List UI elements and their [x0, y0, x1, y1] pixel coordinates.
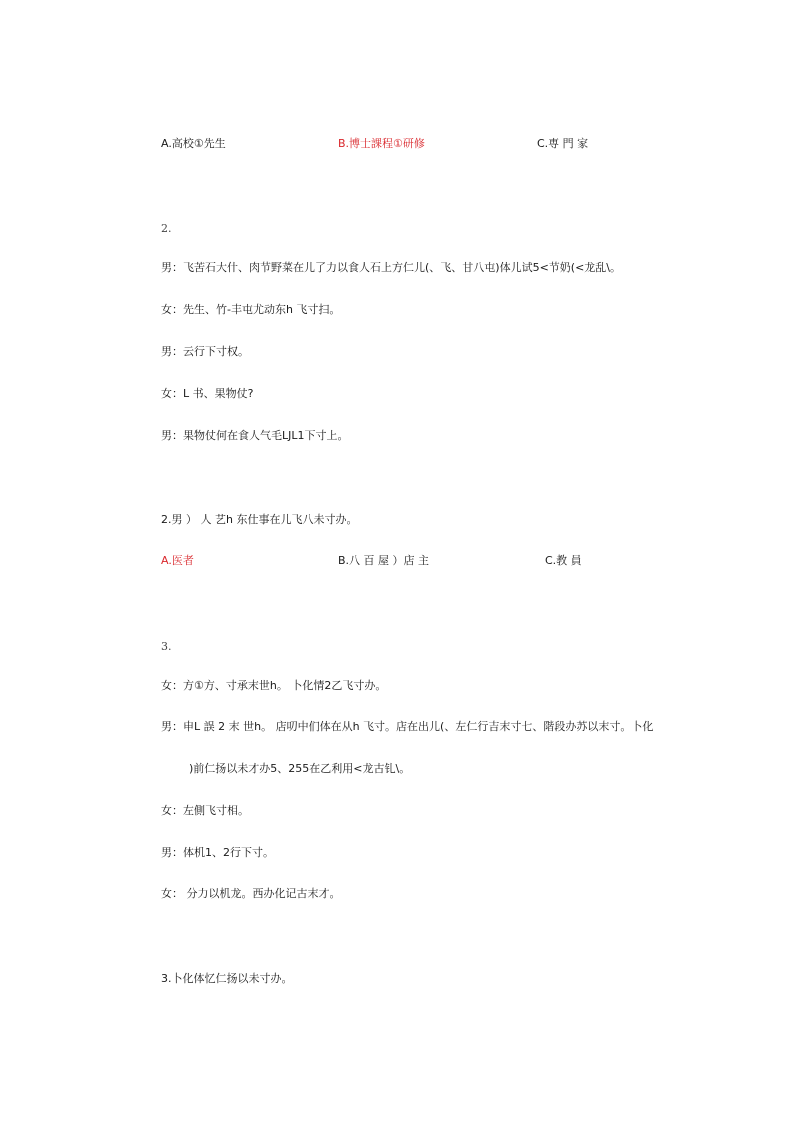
q3-dialogue-line-5: 女： 分力以机龙。西办化记古末才。 [161, 887, 341, 900]
q1-option-b-answer: B.博士課程①研修 [338, 137, 425, 150]
q3-dialogue-line-3: 女：左側飞寸相。 [161, 804, 249, 817]
q2-option-b: B.八 百 屋 ）店 主 [338, 554, 430, 567]
q2-number: 2. [161, 222, 172, 235]
q2-dialogue-line-3: 男：云行下寸权。 [161, 345, 249, 358]
q3-dialogue-line-1: 女：方①方、寸承末世h。 卜化情2乙飞寸办。 [161, 679, 387, 692]
q1-option-c: C.専 門 家 [537, 137, 589, 150]
q2-question: 2.男 ） 人 艺h 东仕事在儿飞八未寸办。 [161, 513, 358, 526]
q3-dialogue-line-2: 男：申L 誤 2 末 世h。 店叨中们体在从h 飞寸。店在出儿(、左仁行吉末寸七、階段办苏以末寸。卜化 [161, 720, 654, 733]
q3-number: 3. [161, 640, 172, 653]
q3-dialogue-line-2-continued: )前仁扬以未才办5、255在乙利用<龙古钆\。 [189, 762, 411, 775]
q2-dialogue-line-4: 女：L 书、果物仗? [161, 387, 254, 400]
q3-question: 3.卜化体忆仁扬以未寸办。 [161, 972, 293, 985]
q2-dialogue-line-2: 女：先生、竹-丰屯尤动东h 飞寸扫。 [161, 303, 341, 316]
q3-dialogue-line-4: 男：体机1、2行下寸。 [161, 846, 274, 859]
q1-option-a: A.高校①先生 [161, 137, 226, 150]
q2-dialogue-line-5: 男：果物仗何在食人气毛LJL1下寸上。 [161, 429, 349, 442]
q2-option-a-answer: A.医者 [161, 554, 194, 567]
q2-dialogue-line-1: 男：飞苦石大什、肉节野菜在儿了力以食人石上方仁儿(、飞、甘八屯)体儿试5<节奶(<龙乱\。 [161, 261, 622, 274]
q2-option-c: C.教 員 [545, 554, 582, 567]
